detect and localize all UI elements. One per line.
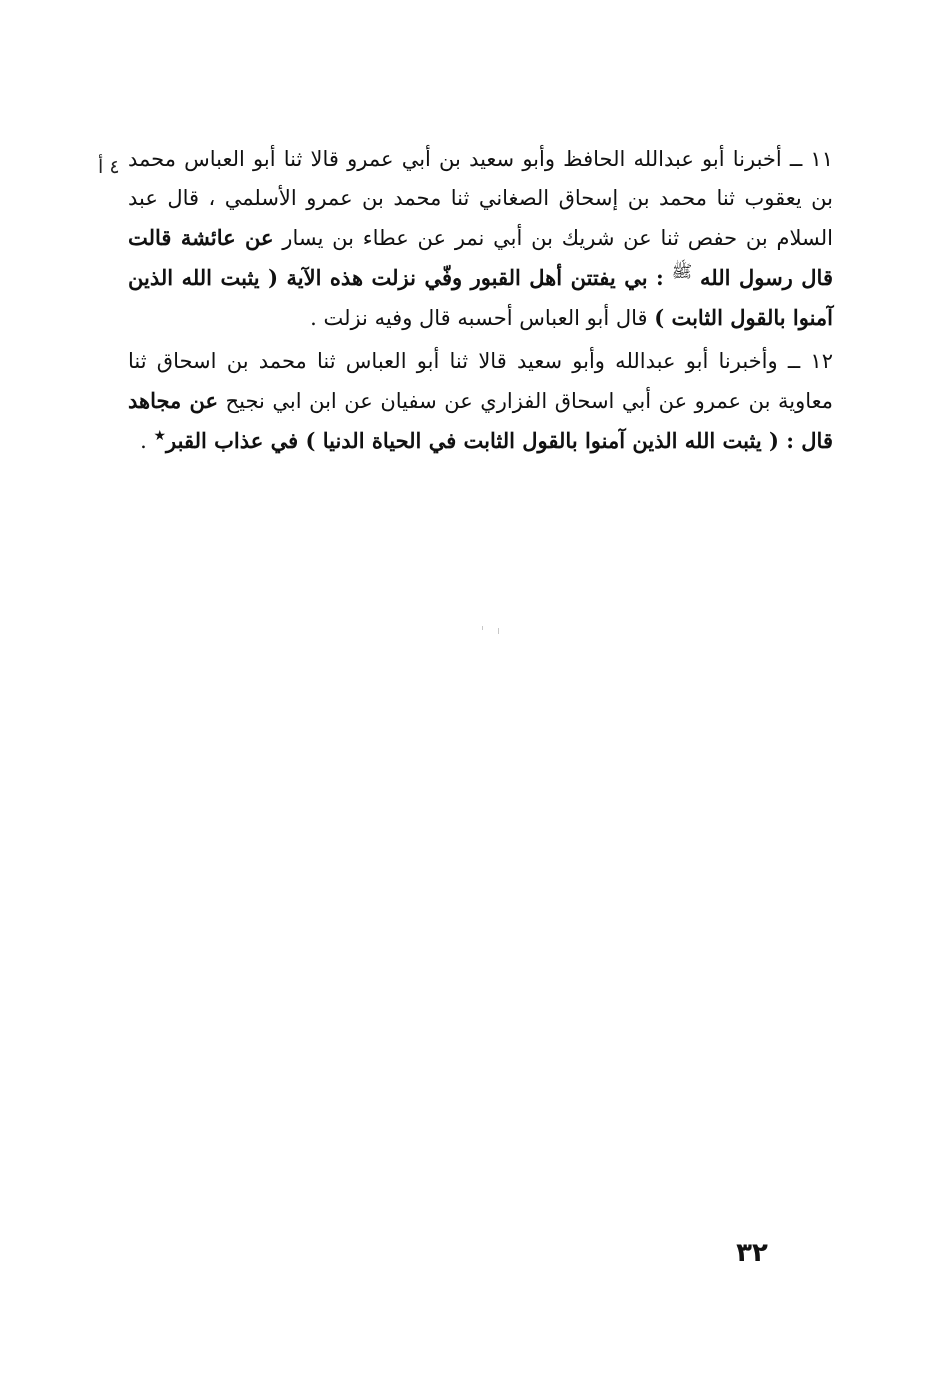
margin-note: ٤ أ bbox=[98, 156, 120, 178]
hadith-paragraph-12 bbox=[128, 342, 833, 461]
hadith-number: ١٢ bbox=[810, 349, 833, 373]
narrator-comment: قال أبو العباس أحسبه قال وفيه نزلت . bbox=[310, 306, 648, 330]
hadith-paragraph-11 bbox=[128, 140, 833, 338]
number-dash: ــ bbox=[787, 349, 801, 373]
isnad-text: أخبرنا أبو عبدالله الحافظ وأبو سعيد بن أبي عمرو قالا ثنا أبو العباس محمد بن يعقوب ثنا محمد بن إسحاق الصغاني ثنا محمد بن عمرو الأسلمي ، قال عبد السلام بن حفص ثنا عن شريك بن أبي نمر عن عطاء بن يسار bbox=[128, 147, 833, 250]
number-dash: ــ bbox=[789, 147, 803, 171]
hadith-text-block bbox=[128, 140, 833, 465]
hadith-number: ١١ bbox=[810, 147, 833, 171]
matn-text: عن مجاهد قال : ( يثبت الله الذين آمنوا بالقول الثابت في الحياة الدنيا ) في عذاب القبر bbox=[128, 388, 833, 453]
scan-speck bbox=[482, 626, 483, 630]
page-number: ٣٢ bbox=[736, 1238, 768, 1268]
matn-text-quote: : بي يفتتن أهل القبور وفّي نزلت هذه الآية ( يثبت الله الذين آمنوا بالقول الثابت ) bbox=[128, 265, 833, 330]
matn-text-start: عن عائشة قالت قال رسول الله bbox=[128, 225, 833, 290]
isnad-text: وأخبرنا أبو عبدالله وأبو سعيد قالا ثنا أبو العباس ثنا محمد بن اسحاق ثنا معاوية بن عمرو عن أبي اسحاق الفزاري عن سفيان عن ابن ابي نجيح bbox=[128, 349, 833, 413]
star-footnote-marker: ★ bbox=[153, 428, 167, 444]
end-period: . bbox=[140, 429, 154, 453]
honorific-glyph: ﷺ bbox=[671, 262, 693, 282]
scan-speck bbox=[498, 628, 499, 634]
